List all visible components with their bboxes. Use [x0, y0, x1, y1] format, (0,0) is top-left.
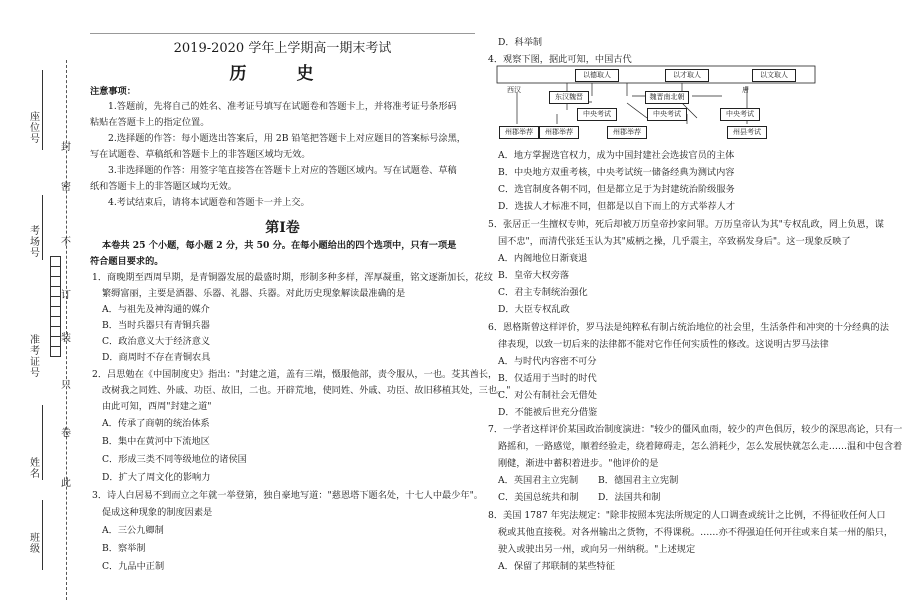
seal-char: 装 — [61, 333, 71, 344]
seal-char: 订 — [61, 290, 71, 301]
diagram-top-box: 以文取人 — [752, 69, 796, 82]
question-stem: 刚健，渐进中蓄积着进步。"他评价的是 — [498, 458, 659, 469]
diagram-top-box: 以才取人 — [665, 69, 709, 82]
answer-option: B．集中在黄河中下流地区 — [102, 436, 210, 447]
answer-option: D．大臣专权乱政 — [498, 304, 570, 315]
ticket-number-label: 准考证号 — [30, 335, 40, 379]
notice-line: 2.选择题的作答：每小题选出答案后，用 2B 铅笔把答题卡上对应题目的答案标号涂黑， — [108, 133, 466, 144]
answer-option: A．与时代内容密不可分 — [498, 356, 597, 367]
answer-option: B．中央地方双重考核，中央考试统一储备经典为测试内容 — [498, 167, 735, 178]
answer-option: C．九品中正制 — [102, 561, 165, 572]
answer-option: A．地方掌握选官权力，成为中国封建社会选拔官员的主体 — [498, 150, 735, 161]
answer-option: D．商周时不存在青铜农具 — [102, 352, 211, 363]
seat-number-underline — [42, 70, 43, 150]
era-box: 东汉魏晋 — [549, 91, 589, 104]
prefecture-box: 州郡举荐 — [539, 126, 579, 139]
notice-line: 写在试题卷、草稿纸和答题卡上的非答题区域均无效。 — [90, 149, 311, 160]
answer-option: A．与祖先及神沟通的媒介 — [102, 304, 210, 315]
class-label: 班级 — [30, 533, 40, 555]
class-underline — [42, 500, 43, 570]
prefecture-box: 州郡举荐 — [607, 126, 647, 139]
notice-line: 粘贴在答题卡上的指定位置。 — [90, 117, 210, 128]
answer-option: A．内阁地位日渐衰退 — [498, 253, 588, 264]
section-intro: 本卷共 25 个小题，每小题 2 分，共 50 分。在每小题给出的四个选项中，只有一项是 — [102, 240, 457, 251]
central-exam-box: 中央考试 — [720, 108, 760, 121]
ticket-number-boxes — [50, 256, 61, 357]
answer-option: C．政治意义大于经济意义 — [102, 336, 211, 347]
section-intro: 符合题目要求的。 — [90, 256, 164, 267]
answer-option: C．美国总统共和制 — [498, 492, 579, 503]
answer-option: C．选官制度各朝不同，但是都立足于为封建统治阶级服务 — [498, 184, 735, 195]
seal-char: 不 — [61, 237, 71, 248]
answer-option: B．察举制 — [102, 543, 146, 554]
question-stem: 2．吕思勉在《中国制度史》指出："封建之道，盖有三端，慑服他部，责令服从，一也。芟其酋长， — [92, 369, 498, 380]
question-stem: 国不忠"，而清代张廷玉认为其"威柄之操，几乎震主，卒致祸发身后"。这一现象反映了 — [498, 236, 851, 247]
answer-option: D．科举制 — [498, 37, 543, 48]
seal-char: 此 — [61, 478, 71, 489]
diagram-top-box: 以德取人 — [575, 69, 619, 82]
era-label: 唐 — [742, 86, 749, 94]
question-stem: 5．张居正一生擅权专帅，死后却被万历皇帝抄家问罪。万历皇帝认为其"专权乱政，罔上负恩，谋 — [488, 219, 884, 230]
seal-char: 密 — [61, 182, 71, 193]
binding-strip — [0, 0, 95, 608]
question-stem: 4．观察下图，据此可知，中国古代 — [488, 54, 632, 65]
question-stem: 8．美国 1787 年宪法规定："除非按照本宪法所规定的人口调查或统计之比例，不得征收任何人口 — [488, 510, 886, 521]
question-stem: 1．商晚期至西周早期，是青铜器发展的最盛时期，形制多种多样，浑厚凝重，铭文逐渐加长，花纹 — [92, 272, 493, 283]
seal-char: 封 — [61, 142, 71, 153]
exam-room-label: 考场号 — [30, 226, 40, 259]
question-stem: 律表现，以致一切后来的法律都不能对它作任何实质性的修改。这说明古罗马法律 — [498, 339, 829, 350]
header-rule — [90, 33, 475, 34]
question-stem: 驶入或驶出另一州，或向另一州纳税。"上述规定 — [498, 544, 696, 555]
answer-option: C．形成三类不同等级地位的诸侯国 — [102, 454, 247, 465]
answer-option: A．英国君主立宪制 — [498, 475, 579, 486]
question-stem: 6．恩格斯曾这样评价，罗马法是纯粹私有制占统治地位的社会里，生活条件和冲突的十分经典的法 — [488, 322, 889, 333]
central-exam-box: 中央考试 — [647, 108, 687, 121]
subject-title: 历 史 — [229, 64, 336, 84]
answer-option: B．皇帝大权旁落 — [498, 270, 570, 281]
county-exam-box: 州县考试 — [727, 126, 767, 139]
answer-option: C．君主专制统治强化 — [498, 287, 588, 298]
question-stem: 税或其他直接税。对各州输出之货物，不得课税。……亦不得强迫任何开往或来自某一州的船只， — [498, 527, 894, 538]
seal-char: 只 — [61, 380, 71, 391]
answer-option: B．德国君主立宪制 — [598, 475, 679, 486]
answer-option: B．当时兵器只有青铜兵器 — [102, 320, 210, 331]
question-stem: 繁缛富丽，主要是酒器、乐器、礼器、兵器。对此历史现象解读最准确的是 — [102, 288, 406, 299]
exam-room-underline — [42, 195, 43, 260]
notice-line: 4.考试结束后，请将本试题卷和答题卡一并上交。 — [108, 197, 310, 208]
notice-heading: 注意事项： — [90, 86, 136, 97]
question-stem: 促成这种现象的制度因素是 — [102, 507, 213, 518]
name-label: 姓名 — [30, 458, 40, 480]
answer-option: D．选拔人才标准不同，但都是以自下而上的方式举荐人才 — [498, 201, 736, 212]
question-stem: 改树我之同姓、外戚、功臣、故旧，二也。开辟荒地，使同姓、外戚、功臣、故旧移植其处，三也。" — [102, 385, 511, 396]
selection-system-diagram — [497, 66, 815, 144]
answer-option: A．保留了邦联制的某些特征 — [498, 561, 615, 572]
answer-option: B．仅适用于当时的时代 — [498, 373, 597, 384]
answer-option: A．传承了商朝的统治体系 — [102, 418, 210, 429]
binding-dashed-line — [66, 60, 67, 600]
name-underline — [42, 405, 43, 480]
answer-option: D．扩大了周文化的影响力 — [102, 472, 211, 483]
exam-title: 2019-2020 学年上学期高一期末考试 — [173, 41, 392, 56]
answer-option: D．不能被后世充分借鉴 — [498, 407, 598, 418]
question-stem: 3．诗人白居易不到而立之年就一举登第，独自豪地写道："慈恩塔下题名处，十七人中最少年"。 — [92, 490, 483, 501]
central-exam-box: 中央考试 — [577, 108, 617, 121]
era-label: 西汉 — [507, 86, 521, 94]
notice-line: 1.答题前，先将自己的姓名、准考证号填写在试题卷和答题卡上，并将准考证号条形码 — [108, 101, 457, 112]
notice-line: 纸和答题卡上的非答题区域均无效。 — [90, 181, 237, 192]
question-stem: 由此可知，西周"封建之道" — [102, 401, 212, 412]
notice-line: 3.非选择题的作答：用签字笔直接答在答题卡上对应的答题区域内。写在试题卷、草稿 — [108, 165, 457, 176]
seat-number-label: 座位号 — [30, 112, 40, 145]
question-stem: 路摇和，一路感觉，顺着经验走，绕着障碍走，怎么消耗少，怎么发展快就怎么走……温和中包含着 — [498, 441, 902, 452]
seal-char: 卷 — [61, 428, 71, 439]
question-stem: 7．一学者这样评价某国政治制度演进："较少的僵风血雨，较少的声色俱厉，较少的深思高论，只有一 — [488, 424, 902, 435]
section-title: 第Ⅰ卷 — [265, 220, 300, 236]
answer-option: C．对公有制社会无借处 — [498, 390, 597, 401]
era-box: 魏晋南北朝 — [645, 91, 689, 104]
prefecture-box: 州郡举荐 — [499, 126, 539, 139]
answer-option: D．法国共和制 — [598, 492, 661, 503]
answer-option: A．三公九卿制 — [102, 525, 164, 536]
